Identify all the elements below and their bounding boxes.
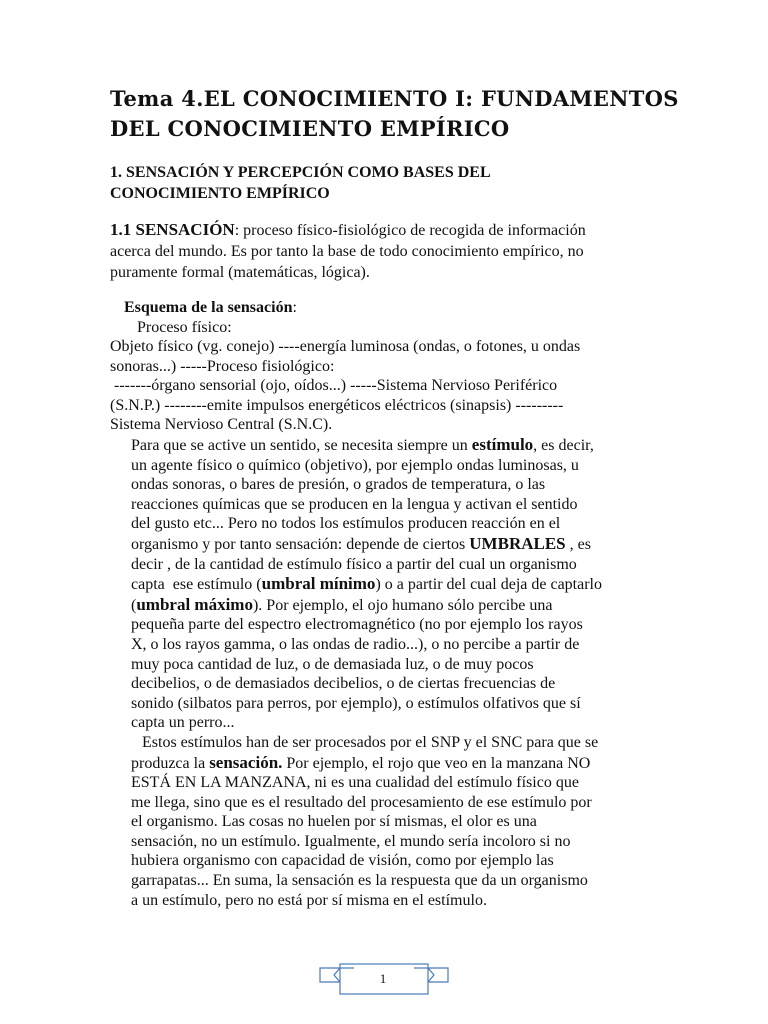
schema-line-6: Sistema Nervioso Central (S.N.C). xyxy=(110,416,333,433)
body-line-11: X, o los rayos gamma, o las ondas de radio...), o no percibe a partir de xyxy=(131,635,580,653)
estimulo-term: estímulo xyxy=(471,435,534,454)
body-line-16: Estos estímulos han de ser procesados por el SNP y el SNC para que se xyxy=(142,733,599,751)
body-line-13: decibelios, o de demasiados decibelios, o de ciertas frecuencias de xyxy=(131,675,556,693)
body-line-20: el organismo. Las cosas no huelen por sí mismas, el olor es una xyxy=(131,813,537,831)
section-heading-line-2: CONOCIMIENTO EMPÍRICO xyxy=(110,185,330,202)
definition-line-2: acerca del mundo. Es por tanto la base de todo conocimiento empírico, no xyxy=(110,243,584,260)
schema-line-3: sonoras...) -----Proceso fisiológico: xyxy=(110,357,335,375)
section-heading-line-1: 1. SENSACIÓN Y PERCEPCIÓN COMO BASES DEL xyxy=(110,164,491,181)
body-line-1: Para que se active un sentido, se necesita siempre un estímulo, es decir, xyxy=(131,435,594,454)
body-line-14: sonido (silbatos para perros, por ejemplo), o estímulos olfativos que sí xyxy=(131,694,581,712)
body-text xyxy=(131,435,671,910)
schema-line-2: Objeto físico (vg. conejo) ----energía luminosa (ondas, o fotones, u ondas xyxy=(110,338,581,355)
body-line-9: (umbral máximo). Por ejemplo, el ojo humano sólo percibe una xyxy=(131,594,553,614)
umbrales-term: UMBRALES xyxy=(469,533,566,553)
banner-left-ribbon xyxy=(320,968,340,982)
sensation-schema xyxy=(110,298,670,435)
body-line-4: reacciones químicas que se producen en la lengua y activan el sentido xyxy=(131,495,578,513)
body-line-7: decir , de la cantidad de estímulo físico a partir del cual un organismo xyxy=(131,555,577,573)
page-title xyxy=(110,84,760,144)
body-line-23: garrapatas... En suma, la sensación es la respuesta que da un organismo xyxy=(131,872,588,890)
sensacion-term: sensación. xyxy=(209,752,283,772)
body-line-2: un agente físico o químico (objetivo), por ejemplo ondas luminosas, u xyxy=(131,456,579,474)
title-line-2: DEL CONOCIMIENTO EMPÍRICO xyxy=(110,116,510,141)
body-line-18: ESTÁ EN LA MANZANA, ni es una cualidad del estímulo físico que xyxy=(131,774,579,792)
body-line-24: a un estímulo, pero no está por sí misma en el estímulo. xyxy=(131,891,487,909)
body-line-12: muy poca cantidad de luz, o de demasiada luz, o de muy pocos xyxy=(131,655,534,673)
schema-heading: Esquema de la sensación xyxy=(124,299,293,316)
umbral-minimo-term: umbral mínimo xyxy=(261,574,376,594)
body-line-17: produzca la sensación. Por ejemplo, el rojo que veo en la manzana NO xyxy=(131,752,591,772)
page-number: 1 xyxy=(379,971,387,986)
body-line-6: organismo y por tanto sensación: depende de ciertos UMBRALES , es xyxy=(131,533,591,553)
body-line-5: del gusto etc... Pero no todos los estímulos producen reacción en el xyxy=(131,515,561,533)
body-line-3: ondas sonoras, o bares de presión, o grados de temperatura, o las xyxy=(131,476,546,494)
section-heading xyxy=(110,162,710,204)
body-line-21: sensación, no un estímulo. Igualmente, el mundo sería incoloro si no xyxy=(131,832,571,850)
sensacion-definition xyxy=(110,219,670,283)
schema-line-4: -------órgano sensorial (ojo, oídos...) -----Sistema Nervioso Periférico xyxy=(110,377,558,394)
schema-line-1: Proceso físico: xyxy=(137,318,232,336)
definition-line-1: : proceso físico-fisiológico de recogida de información xyxy=(234,222,586,239)
body-line-8: capta ese estímulo (umbral mínimo) o a partir del cual deja de captarlo xyxy=(131,574,602,594)
body-line-15: capta un perro... xyxy=(131,714,235,732)
body-line-22: hubiera organismo con capacidad de visión, como por ejemplo las xyxy=(131,852,554,870)
title-line-1: Tema 4.EL CONOCIMIENTO I: FUNDAMENTOS xyxy=(110,86,679,111)
body-line-10: pequeña parte del espectro electromagnético (no por ejemplo los rayos xyxy=(131,616,583,634)
subsection-label: 1.1 SENSACIÓN xyxy=(110,220,235,239)
body-line-19: me llega, sino que es el resultado del procesamiento de ese estímulo por xyxy=(131,793,592,811)
schema-line-5: (S.N.P.) --------emite impulsos energéticos eléctricos (sinapsis) --------- xyxy=(110,396,564,414)
schema-heading-colon: : xyxy=(292,299,297,316)
banner-right-ribbon xyxy=(428,968,448,982)
definition-line-3: puramente formal (matemáticas, lógica). xyxy=(110,264,370,281)
umbral-maximo-term: umbral máximo xyxy=(136,594,253,614)
